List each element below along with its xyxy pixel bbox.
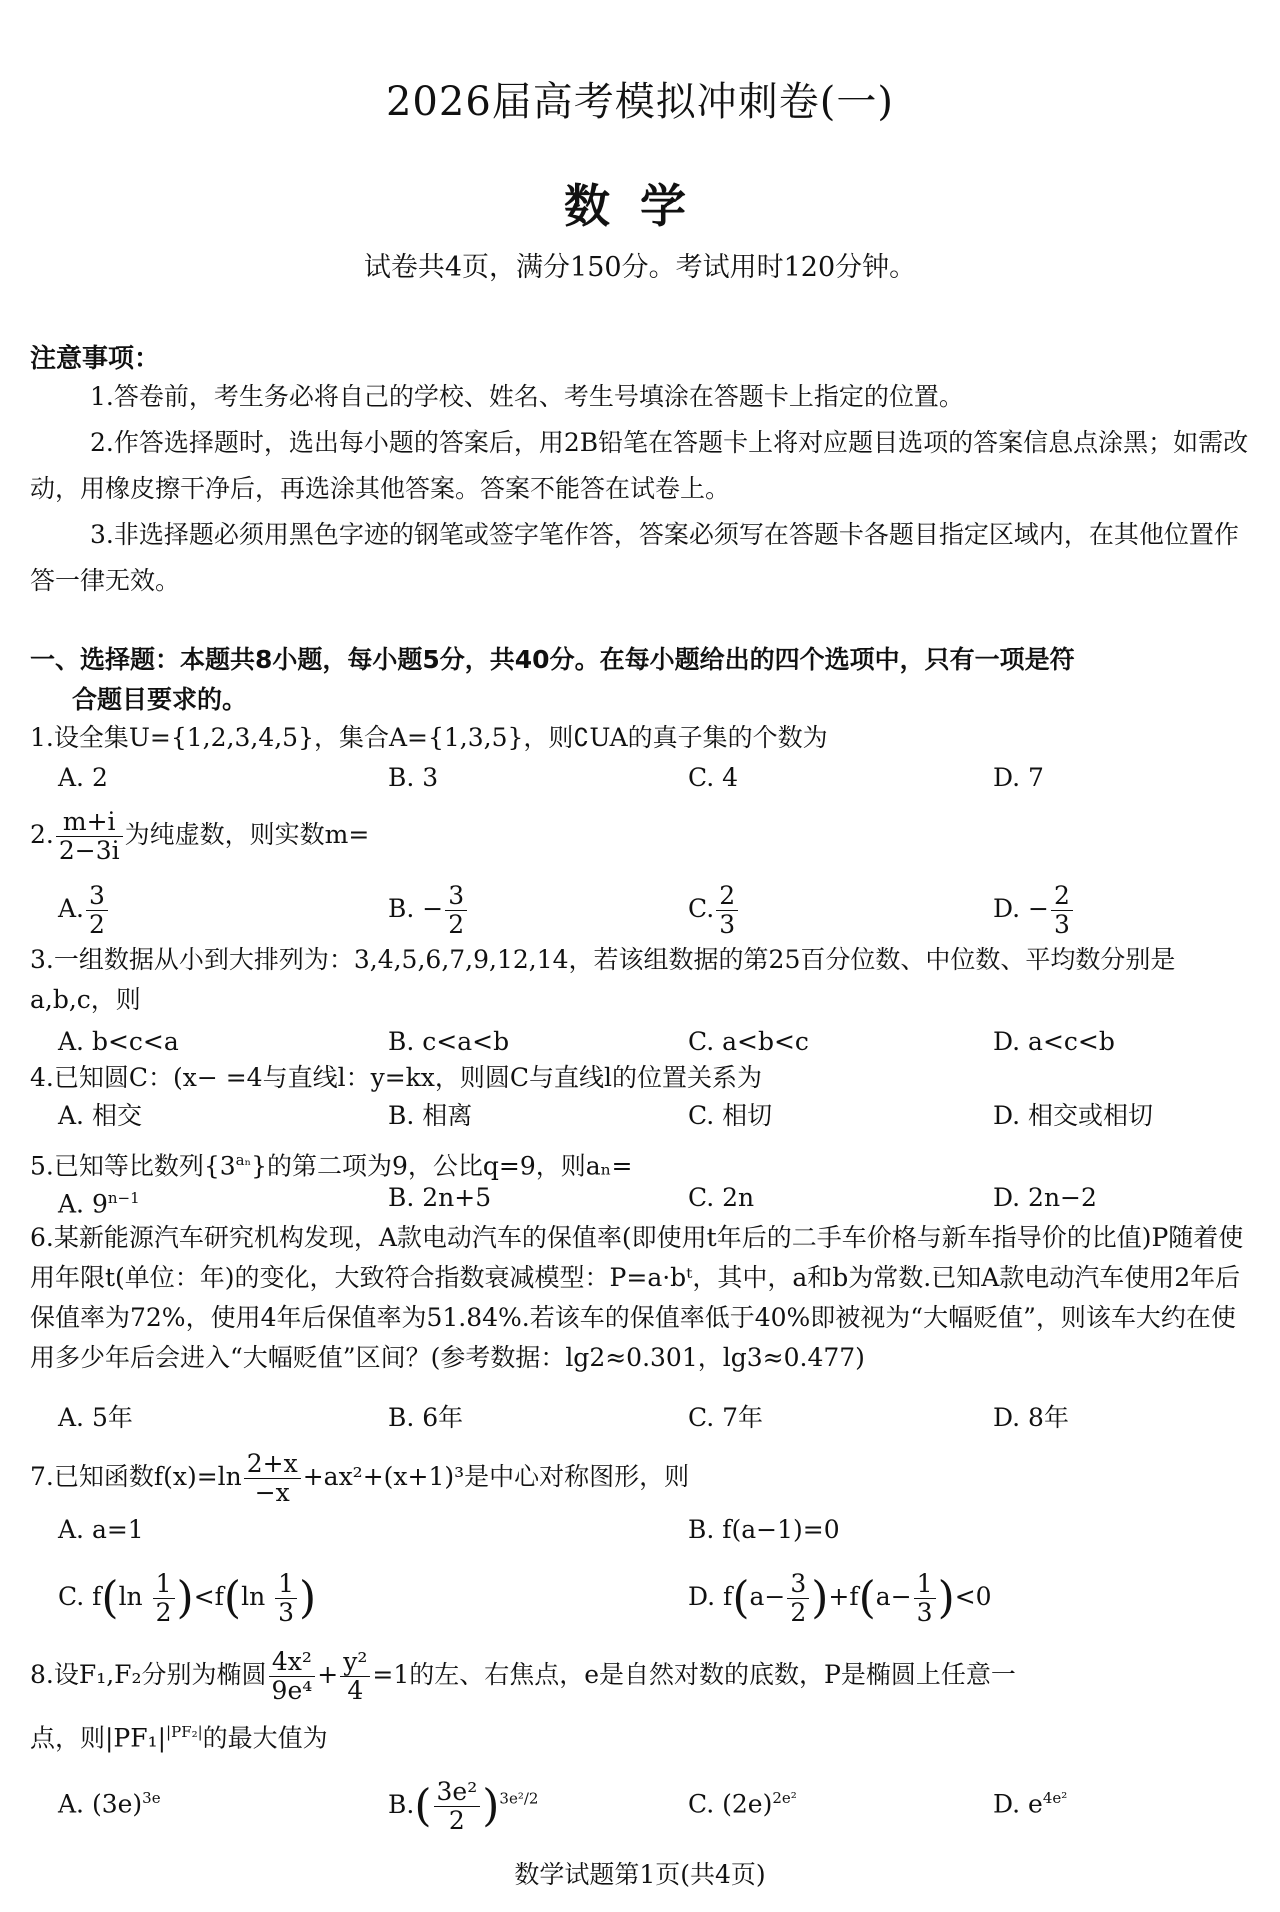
question-8-options xyxy=(58,1777,1258,1835)
question-1: 1.设全集U={1,2,3,4,5}，集合A={1,3,5}，则∁UA的真子集的个数为 xyxy=(30,723,828,752)
option-c: C. 2n xyxy=(688,1183,755,1212)
notice-heading: 注意事项： xyxy=(30,344,161,374)
option-d: D. a<c<b xyxy=(993,1027,1115,1056)
notice-item-2: 2.作答选择题时，选出每小题的答案后，用2B铅笔在答题卡上将对应题目选项的答案信息点涂黑；如需改动，用橡皮擦干净后，再选涂其他答案。答案不能答在试卷上。 xyxy=(30,428,1249,503)
option-d: D. 7 xyxy=(993,763,1044,792)
option-c: C. 7年 xyxy=(688,1403,764,1432)
option-a: A. 相交 xyxy=(58,1101,142,1130)
question-8-line-2: 点，则$|PF_1|^{|PF_2|}$的最大值为 xyxy=(30,1723,328,1753)
question-5: 5.已知等比数列$\{3^{a_n}\}$的第二项为9，公比q=9，则aₙ= xyxy=(30,1151,633,1181)
option-a: A. a=1 xyxy=(58,1515,144,1544)
option-d: D. f(a− $\frac{3}{2}$ )+f(a− $\frac{1}{3}$ )<0 xyxy=(688,1569,992,1627)
option-b: B. c<a<b xyxy=(388,1027,510,1056)
option-c: C. $(2e)^{2e^2}$ xyxy=(688,1789,797,1819)
option-c: C. $\frac{2}{3}$ xyxy=(688,882,740,939)
option-c: C. f(ln $\frac{1}{2}$ )<f(ln $\frac{1}{3}$ ) xyxy=(58,1569,317,1627)
question-7: 7.已知函数f(x)=ln $\frac{2+x}{-x}$ +ax²+(x+1)³是中心对称图形，则 xyxy=(30,1449,690,1507)
question-7-options-ab xyxy=(58,1510,1258,1550)
question-2-options xyxy=(58,881,1258,939)
question-1-options xyxy=(58,758,1258,798)
option-a: A. b<c<a xyxy=(58,1027,179,1056)
option-c: C. a<b<c xyxy=(688,1027,809,1056)
question-6-options xyxy=(58,1398,1258,1438)
section-heading: 一、选择题：本题共8小题，每小题5分，共40分。在每小题给出的四个选项中，只有一项是符 合题目要求的。 xyxy=(30,645,1075,714)
option-a: A. 2 xyxy=(58,763,108,792)
option-d: D. 2n−2 xyxy=(993,1183,1097,1212)
question-7-options-cd xyxy=(58,1569,1258,1627)
exam-title: 2026届高考模拟冲刺卷(一) xyxy=(385,79,894,125)
option-a: A. $9^{n-1}$ xyxy=(58,1189,140,1219)
question-4: 4.已知圆C：(x− =4与直线l：y=kx，则圆C与直线l的位置关系为 xyxy=(30,1063,763,1092)
notice-item-3: 3.非选择题必须用黑色字迹的钢笔或签字笔作答，答案必须写在答题卡各题目指定区域内，在其他位置作答一律无效。 xyxy=(30,520,1239,595)
exam-info: 试卷共4页，满分150分。考试用时120分钟。 xyxy=(363,252,917,283)
subject-title: 数学 xyxy=(564,179,716,233)
question-3-options xyxy=(58,1022,1258,1062)
question-6: 6.某新能源汽车研究机构发现，A款电动汽车的保值率(即使用t年后的二手车价格与新车指导价的比值)P随着使用年限t(单位：年)的变化，大致符合指数衰减模型：P=a·bᵗ，其中，a和b为常数.已知A款电动汽车使用2年后保值率为72%，使用4年后保值率为51.84%.若该车的保值率低于40%即被视为“大幅贬值”，则该车大约在使用多少年后会进入“大幅贬值”区间？(参考数据：lg2≈0.301，lg3≈0.477) xyxy=(30,1223,1244,1372)
option-c: C. 4 xyxy=(688,763,739,792)
notice-item-1: 1.答卷前，考生务必将自己的学校、姓名、考生号填涂在答题卡上指定的位置。 xyxy=(90,382,964,411)
option-b: B.( $\frac{\text{3e²}}{2}$ )$^{3e^2/2}$ xyxy=(388,1777,539,1835)
option-b: B. 6年 xyxy=(388,1403,464,1432)
option-c: C. 相切 xyxy=(688,1101,773,1130)
question-3: 3.一组数据从小到大排列为：3,4,5,6,7,9,12,14，若该组数据的第25百分位数、中位数、平均数分别是a,b,c，则 xyxy=(30,945,1176,1014)
option-a: A. $(3e)^{3e}$ xyxy=(58,1789,161,1819)
option-b: B. 3 xyxy=(388,763,439,792)
option-d: D. 8年 xyxy=(993,1403,1069,1432)
option-d: D. $e^{4e^2}$ xyxy=(993,1789,1068,1819)
question-8: 8.设F₁,F₂分别为椭圆 $\frac{\text{4x²}}{\text{9e⁴}}$ + $\frac{\text{y²}}{4}$ =1的左、右焦点，e是自然对数的底数，P是椭圆上任意一 xyxy=(30,1647,1016,1705)
option-a: A. $\frac{3}{2}$ xyxy=(58,882,110,939)
question-2: 2. $\frac{m+i}{2-3i}$ 为纯虚数，则实数m= xyxy=(30,807,370,865)
page-footer: 数学试题第1页(共4页) xyxy=(514,1860,766,1889)
option-b: B. f(a−1)=0 xyxy=(688,1515,840,1544)
option-a: A. 5年 xyxy=(58,1403,133,1432)
option-d: D. − $\frac{2}{3}$ xyxy=(993,882,1075,939)
question-4-options xyxy=(58,1096,1258,1136)
question-5-options xyxy=(58,1178,1258,1218)
option-b: B. 2n+5 xyxy=(388,1183,492,1212)
option-b: B. 相离 xyxy=(388,1101,473,1130)
option-d: D. 相交或相切 xyxy=(993,1101,1154,1130)
option-b: B. − $\frac{3}{2}$ xyxy=(388,882,469,939)
